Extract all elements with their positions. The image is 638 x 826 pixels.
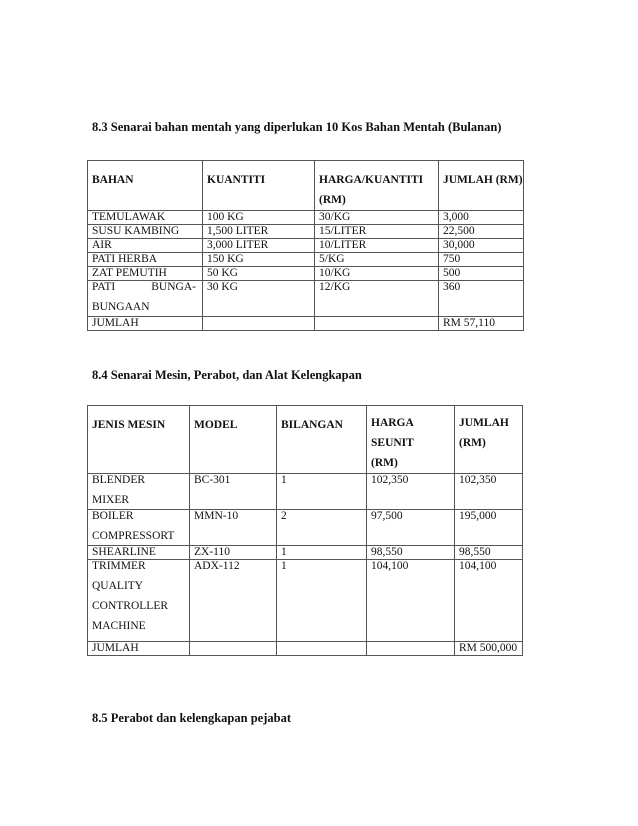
cell-model: ZX-110 bbox=[190, 546, 277, 560]
col-header-jumlah: JUMLAH (RM) bbox=[455, 406, 523, 474]
cell-bahan: TEMULAWAK bbox=[88, 211, 203, 225]
cell-jumlah: 102,350 bbox=[455, 474, 523, 510]
total-row bbox=[88, 642, 523, 656]
total-value: RM 57,110 bbox=[439, 317, 524, 331]
cell-jumlah: 500 bbox=[439, 267, 524, 281]
cell-harga: 104,100 bbox=[367, 560, 455, 642]
cell-kuantiti: 30 KG bbox=[203, 281, 315, 317]
col-header-harga: HARGA/KUANTITI (RM) bbox=[315, 161, 439, 211]
table-header-row bbox=[88, 161, 524, 211]
cell-jumlah: 360 bbox=[439, 281, 524, 317]
cell-jumlah: 104,100 bbox=[455, 560, 523, 642]
table-row bbox=[88, 225, 524, 239]
empty-cell bbox=[190, 642, 277, 656]
cell-harga: 12/KG bbox=[315, 281, 439, 317]
cell-bilangan: 1 bbox=[277, 546, 367, 560]
section-8-3-heading: 8.3 Senarai bahan mentah yang diperlukan 10 Kos Bahan Mentah (Bulanan) bbox=[92, 120, 502, 134]
total-label: JUMLAH bbox=[88, 317, 203, 331]
cell-jumlah: 22,500 bbox=[439, 225, 524, 239]
cell-harga: 5/KG bbox=[315, 253, 439, 267]
table-row bbox=[88, 510, 523, 546]
cell-kuantiti: 50 KG bbox=[203, 267, 315, 281]
raw-materials-table bbox=[87, 160, 524, 331]
cell-model: MMN-10 bbox=[190, 510, 277, 546]
cell-jenis-mesin: BLENDER MIXER bbox=[88, 474, 190, 510]
cell-jenis-mesin: SHEARLINE bbox=[88, 546, 190, 560]
cell-bahan: PATI BUNGA- BUNGAAN bbox=[88, 281, 203, 317]
cell-jumlah: 30,000 bbox=[439, 239, 524, 253]
table-row bbox=[88, 253, 524, 267]
col-header-jumlah: JUMLAH (RM) bbox=[439, 161, 524, 211]
cell-kuantiti: 150 KG bbox=[203, 253, 315, 267]
cell-jumlah: 750 bbox=[439, 253, 524, 267]
cell-jumlah: 98,550 bbox=[455, 546, 523, 560]
cell-bilangan: 2 bbox=[277, 510, 367, 546]
empty-cell bbox=[315, 317, 439, 331]
cell-jumlah: 195,000 bbox=[455, 510, 523, 546]
cell-bahan: AIR bbox=[88, 239, 203, 253]
total-label: JUMLAH bbox=[88, 642, 190, 656]
cell-jumlah: 3,000 bbox=[439, 211, 524, 225]
machines-table bbox=[87, 405, 523, 656]
cell-jenis-mesin: TRIMMER QUALITY CONTROLLER MACHINE bbox=[88, 560, 190, 642]
cell-kuantiti: 100 KG bbox=[203, 211, 315, 225]
cell-kuantiti: 1,500 LITER bbox=[203, 225, 315, 239]
cell-jenis-mesin: BOILER COMPRESSORT bbox=[88, 510, 190, 546]
section-8-5-heading: 8.5 Perabot dan kelengkapan pejabat bbox=[92, 711, 291, 725]
cell-bahan: PATI HERBA bbox=[88, 253, 203, 267]
table-row bbox=[88, 546, 523, 560]
empty-cell bbox=[277, 642, 367, 656]
table-header-row bbox=[88, 406, 523, 474]
cell-harga: 10/LITER bbox=[315, 239, 439, 253]
cell-harga: 10/KG bbox=[315, 267, 439, 281]
total-row bbox=[88, 317, 524, 331]
cell-bilangan: 1 bbox=[277, 560, 367, 642]
table-row bbox=[88, 239, 524, 253]
section-8-4-heading: 8.4 Senarai Mesin, Perabot, dan Alat Kelengkapan bbox=[92, 368, 362, 382]
table-row bbox=[88, 281, 524, 317]
total-value: RM 500,000 bbox=[455, 642, 523, 656]
cell-bilangan: 1 bbox=[277, 474, 367, 510]
cell-model: ADX-112 bbox=[190, 560, 277, 642]
col-header-kuantiti: KUANTITI bbox=[203, 161, 315, 211]
col-header-bilangan: BILANGAN bbox=[277, 406, 367, 474]
col-header-model: MODEL bbox=[190, 406, 277, 474]
empty-cell bbox=[203, 317, 315, 331]
cell-harga: 30/KG bbox=[315, 211, 439, 225]
table-row bbox=[88, 560, 523, 642]
cell-kuantiti: 3,000 LITER bbox=[203, 239, 315, 253]
col-header-bahan: BAHAN bbox=[88, 161, 203, 211]
table-row bbox=[88, 267, 524, 281]
cell-model: BC-301 bbox=[190, 474, 277, 510]
cell-harga: 97,500 bbox=[367, 510, 455, 546]
table-row bbox=[88, 474, 523, 510]
col-header-jenis-mesin: JENIS MESIN bbox=[88, 406, 190, 474]
table-row bbox=[88, 211, 524, 225]
cell-bahan: SUSU KAMBING bbox=[88, 225, 203, 239]
cell-harga: 102,350 bbox=[367, 474, 455, 510]
cell-bahan: ZAT PEMUTIH bbox=[88, 267, 203, 281]
col-header-harga-seunit: HARGA SEUNIT (RM) bbox=[367, 406, 455, 474]
cell-harga: 98,550 bbox=[367, 546, 455, 560]
empty-cell bbox=[367, 642, 455, 656]
cell-harga: 15/LITER bbox=[315, 225, 439, 239]
